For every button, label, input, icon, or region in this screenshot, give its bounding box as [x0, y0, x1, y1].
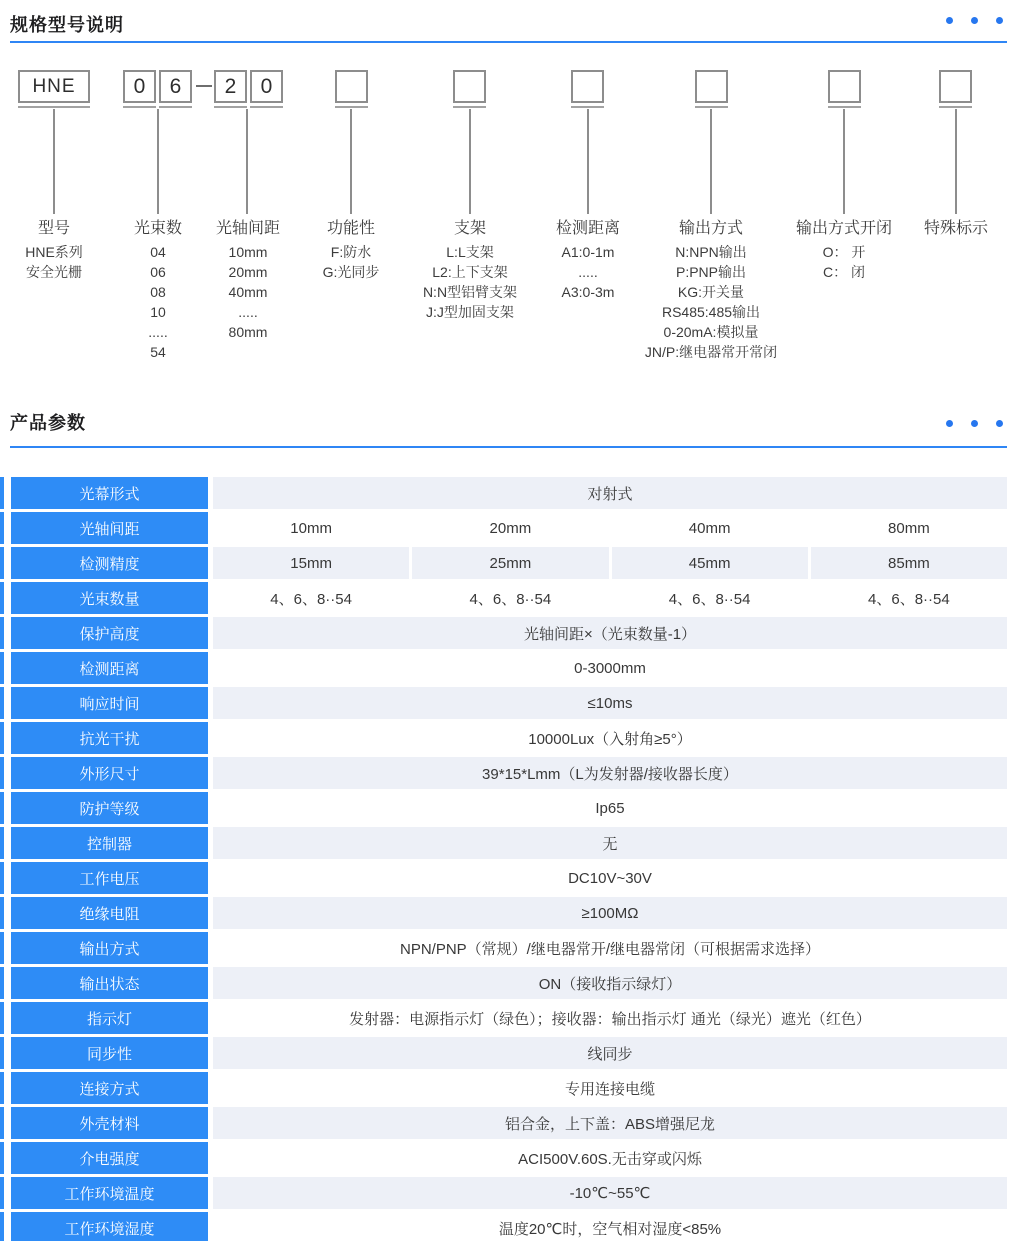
detect-distance-box — [571, 70, 604, 103]
param-value: -10℃~55℃ — [213, 1177, 1007, 1209]
param-values — [213, 1107, 1007, 1139]
param-label: 检测精度 — [11, 547, 208, 579]
row-accent-strip — [0, 582, 4, 614]
row-accent-strip — [0, 477, 4, 509]
table-row — [0, 687, 1007, 719]
diagram-col-title: 支架 — [453, 220, 486, 237]
param-label: 外壳材料 — [11, 1107, 208, 1139]
table-row — [0, 897, 1007, 929]
table-row — [0, 582, 1007, 614]
param-value: 线同步 — [213, 1037, 1007, 1069]
param-value: 39*15*Lmm（L为发射器/接收器长度） — [213, 757, 1007, 789]
section-menu-dots — [946, 420, 1003, 427]
diagram-col-bracket — [423, 218, 517, 322]
table-row — [0, 652, 1007, 684]
param-values — [213, 477, 1007, 509]
table-row — [0, 1177, 1007, 1209]
param-value: ≥100MΩ — [213, 897, 1007, 929]
diagram-item: ..... — [238, 304, 258, 320]
param-values — [213, 1177, 1007, 1209]
table-row — [0, 1002, 1007, 1034]
row-accent-strip — [0, 687, 4, 719]
param-label: 光束数量 — [11, 582, 208, 614]
beam-count-box-2: 6 — [159, 70, 192, 103]
param-values — [213, 932, 1007, 964]
param-label: 光轴间距 — [11, 512, 208, 544]
param-value: ON（接收指示绿灯） — [213, 967, 1007, 999]
diagram-col-items — [556, 242, 620, 302]
row-accent-strip — [0, 512, 4, 544]
param-label: 介电强度 — [11, 1142, 208, 1174]
diagram-col-detect-distance — [556, 218, 620, 302]
diagram-item: 40mm — [228, 284, 268, 300]
table-row — [0, 1107, 1007, 1139]
dot-icon — [996, 420, 1003, 427]
table-row — [0, 827, 1007, 859]
spec-section-title: 规格型号说明 — [10, 15, 124, 35]
table-row — [0, 512, 1007, 544]
output-open-close-box — [828, 70, 861, 103]
param-value: 4、6、8··54 — [412, 582, 608, 614]
diagram-item: JN/P:继电器常开常闭 — [644, 344, 778, 360]
table-row — [0, 862, 1007, 894]
param-value: 4、6、8··54 — [213, 582, 409, 614]
param-value: 4、6、8··54 — [811, 582, 1007, 614]
param-value: 85mm — [811, 547, 1007, 579]
param-value: 对射式 — [213, 477, 1007, 509]
diagram-col-model — [25, 218, 83, 282]
param-label: 同步性 — [11, 1037, 208, 1069]
diagram-item: 08 — [150, 284, 166, 300]
table-row — [0, 792, 1007, 824]
diagram-item: A3:0-3m — [561, 284, 615, 300]
param-values — [213, 687, 1007, 719]
diagram-item: ..... — [148, 324, 168, 340]
beam-count-box-1: 0 — [123, 70, 156, 103]
model-prefix-box: HNE — [18, 70, 90, 103]
table-row — [0, 617, 1007, 649]
params-table — [0, 477, 1007, 1241]
param-values — [213, 1002, 1007, 1034]
diagram-item: C： 闭 — [822, 264, 865, 280]
param-values — [213, 897, 1007, 929]
diagram-item: 20mm — [228, 264, 268, 280]
connector-line — [955, 109, 957, 214]
row-accent-strip — [0, 617, 4, 649]
special-mark-box — [939, 70, 972, 103]
diagram-col-title: 光轴间距 — [215, 220, 281, 237]
param-value: 45mm — [612, 547, 808, 579]
param-label: 外形尺寸 — [11, 757, 208, 789]
diagram-item: 06 — [150, 264, 166, 280]
row-accent-strip — [0, 967, 4, 999]
param-values — [213, 1072, 1007, 1104]
row-accent-strip — [0, 1037, 4, 1069]
diagram-col-items — [216, 242, 280, 342]
diagram-col-special-mark — [924, 218, 988, 242]
connector-line — [350, 109, 352, 214]
row-accent-strip — [0, 932, 4, 964]
param-value: 光轴间距×（光束数量-1） — [213, 617, 1007, 649]
row-accent-strip — [0, 827, 4, 859]
table-row — [0, 967, 1007, 999]
diagram-col-title: 型号 — [37, 220, 70, 237]
table-row — [0, 1142, 1007, 1174]
param-label: 工作环境温度 — [11, 1177, 208, 1209]
diagram-item: G:光同步 — [322, 264, 380, 280]
diagram-item: L:L支架 — [446, 244, 494, 260]
diagram-item: N:N型铝臂支架 — [422, 284, 518, 300]
diagram-col-title: 检测距离 — [555, 220, 621, 237]
connector-line — [843, 109, 845, 214]
row-accent-strip — [0, 757, 4, 789]
param-label: 控制器 — [11, 827, 208, 859]
table-row — [0, 932, 1007, 964]
axis-pitch-box-1: 2 — [214, 70, 247, 103]
param-value: 25mm — [412, 547, 608, 579]
param-value: 发射器：电源指示灯（绿色）；接收器：输出指示灯 通光（绿光）遮光（红色） — [213, 1002, 1007, 1034]
param-values — [213, 547, 1007, 579]
diagram-col-output-open-close — [796, 218, 892, 282]
param-values — [213, 617, 1007, 649]
diagram-col-items — [796, 242, 892, 282]
diagram-item: RS485:485输出 — [661, 304, 761, 320]
diagram-item: A1:0-1m — [561, 244, 615, 260]
table-row — [0, 722, 1007, 754]
model-diagram — [0, 0, 1017, 460]
param-value: ACI500V.60S.无击穿或闪烁 — [213, 1142, 1007, 1174]
table-row — [0, 1072, 1007, 1104]
row-accent-strip — [0, 652, 4, 684]
param-values — [213, 757, 1007, 789]
param-label: 连接方式 — [11, 1072, 208, 1104]
diagram-col-beam-count — [134, 218, 182, 362]
param-values — [213, 862, 1007, 894]
diagram-item: 10mm — [228, 244, 268, 260]
param-value: 10mm — [213, 512, 409, 544]
param-label: 防护等级 — [11, 792, 208, 824]
diagram-item: O： 开 — [822, 244, 866, 260]
diagram-item: HNE系列 — [25, 244, 83, 260]
param-value: 4、6、8··54 — [612, 582, 808, 614]
params-section-title: 产品参数 — [10, 413, 86, 433]
diagram-col-items — [645, 242, 777, 362]
param-value: DC10V~30V — [213, 862, 1007, 894]
dot-icon — [971, 420, 978, 427]
section-divider — [10, 446, 1007, 448]
diagram-item: J:J型加固支架 — [426, 304, 514, 320]
diagram-col-title: 输出方式开闭 — [795, 220, 893, 237]
row-accent-strip — [0, 1177, 4, 1209]
param-label: 绝缘电阻 — [11, 897, 208, 929]
bracket-box — [453, 70, 486, 103]
diagram-item: ..... — [578, 264, 598, 280]
param-label: 输出方式 — [11, 932, 208, 964]
param-values — [213, 512, 1007, 544]
diagram-col-title: 功能性 — [326, 220, 375, 237]
diagram-item: N:NPN输出 — [675, 244, 747, 260]
connector-line — [53, 109, 55, 214]
param-value: Ip65 — [213, 792, 1007, 824]
param-value: ≤10ms — [213, 687, 1007, 719]
diagram-col-items — [423, 242, 517, 322]
param-label: 保护高度 — [11, 617, 208, 649]
table-row — [0, 547, 1007, 579]
diagram-item: 0-20mA:模拟量 — [663, 324, 759, 340]
diagram-col-function — [323, 218, 380, 282]
param-values — [213, 1212, 1007, 1241]
param-label: 工作环境湿度 — [11, 1212, 208, 1241]
diagram-item: P:PNP输出 — [675, 264, 747, 280]
param-values — [213, 582, 1007, 614]
row-accent-strip — [0, 1002, 4, 1034]
diagram-col-items — [134, 242, 182, 362]
param-value: 无 — [213, 827, 1007, 859]
param-values — [213, 722, 1007, 754]
param-value: NPN/PNP（常规）/继电器常开/继电器常闭（可根据需求选择） — [213, 932, 1007, 964]
diagram-col-items — [25, 242, 83, 282]
param-label: 抗光干扰 — [11, 722, 208, 754]
row-accent-strip — [0, 722, 4, 754]
connector-line — [246, 109, 248, 214]
output-mode-box — [695, 70, 728, 103]
param-value: 15mm — [213, 547, 409, 579]
param-value: 铝合金，上下盖：ABS增强尼龙 — [213, 1107, 1007, 1139]
param-value: 10000Lux（入射角≥5°） — [213, 722, 1007, 754]
diagram-item: 10 — [150, 304, 166, 320]
diagram-col-axis-pitch — [216, 218, 280, 342]
diagram-item: F:防水 — [330, 244, 372, 260]
param-label: 光幕形式 — [11, 477, 208, 509]
table-row — [0, 1037, 1007, 1069]
param-values — [213, 827, 1007, 859]
model-separator-dash — [196, 85, 212, 87]
row-accent-strip — [0, 1107, 4, 1139]
param-values — [213, 652, 1007, 684]
row-accent-strip — [0, 1072, 4, 1104]
function-box — [335, 70, 368, 103]
diagram-col-output-mode — [645, 218, 777, 362]
dot-icon — [946, 420, 953, 427]
param-label: 检测距离 — [11, 652, 208, 684]
param-value: 0-3000mm — [213, 652, 1007, 684]
connector-line — [710, 109, 712, 214]
row-accent-strip — [0, 862, 4, 894]
table-row — [0, 1212, 1007, 1241]
diagram-col-title: 光束数 — [133, 220, 183, 237]
row-accent-strip — [0, 897, 4, 929]
row-accent-strip — [0, 547, 4, 579]
param-values — [213, 1142, 1007, 1174]
row-accent-strip — [0, 1212, 4, 1241]
param-value: 专用连接电缆 — [213, 1072, 1007, 1104]
axis-pitch-box-2: 0 — [250, 70, 283, 103]
param-value: 20mm — [412, 512, 608, 544]
param-label: 指示灯 — [11, 1002, 208, 1034]
diagram-col-title: 输出方式 — [678, 220, 744, 237]
connector-line — [157, 109, 159, 214]
param-label: 输出状态 — [11, 967, 208, 999]
param-label: 工作电压 — [11, 862, 208, 894]
param-label: 响应时间 — [11, 687, 208, 719]
diagram-item: KG:开关量 — [677, 284, 745, 300]
diagram-item: 安全光栅 — [26, 264, 82, 280]
connector-line — [587, 109, 589, 214]
table-row — [0, 757, 1007, 789]
diagram-col-title: 特殊标示 — [923, 220, 989, 237]
diagram-item: 54 — [150, 344, 166, 360]
diagram-col-items — [323, 242, 380, 282]
param-value: 40mm — [612, 512, 808, 544]
param-values — [213, 1037, 1007, 1069]
diagram-item: 04 — [150, 244, 166, 260]
row-accent-strip — [0, 792, 4, 824]
param-values — [213, 792, 1007, 824]
diagram-item: L2:上下支架 — [432, 264, 508, 280]
row-accent-strip — [0, 1142, 4, 1174]
param-value: 80mm — [811, 512, 1007, 544]
param-value: 温度20℃时，空气相对湿度<85% — [213, 1212, 1007, 1241]
connector-line — [469, 109, 471, 214]
param-values — [213, 967, 1007, 999]
table-row — [0, 477, 1007, 509]
diagram-item: 80mm — [228, 324, 268, 340]
